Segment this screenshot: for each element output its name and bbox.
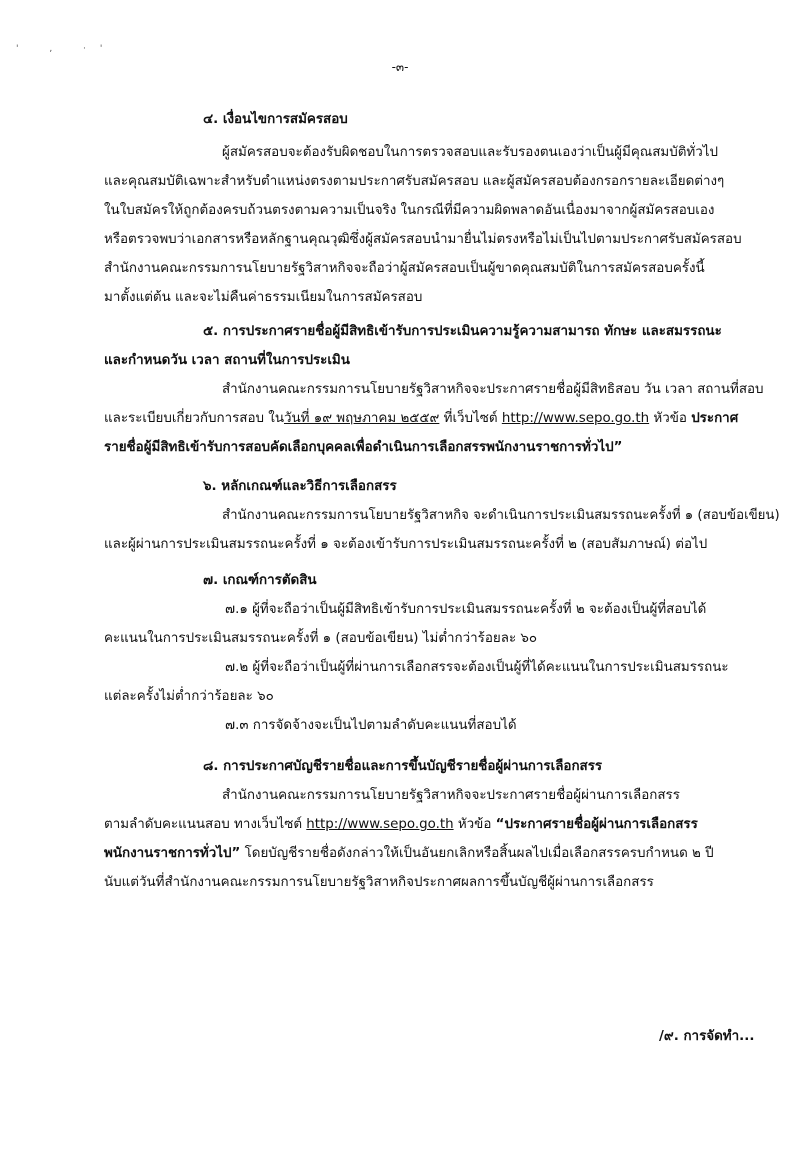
- section-5-line-1: สำนักงานคณะกรรมการนโยบายรัฐวิสาหกิจจะประกาศรายชื่อผู้มีสิทธิสอบ วัน เวลา สถานที่สอบ: [222, 382, 764, 397]
- section-6-heading: ๖. หลักเกณฑ์และวิธีการเลือกสรร: [203, 479, 397, 494]
- section-8-line-2-text-a: ตามลำดับคะแนนสอบ ทางเว็บไซต์: [104, 817, 307, 832]
- section-4-line-6: มาตั้งแต่ต้น และจะไม่คืนค่าธรรมเนียมในการสมัครสอบ: [104, 290, 423, 305]
- section-4-line-1: ผู้สมัครสอบจะต้องรับผิดชอบในการตรวจสอบและรับรองตนเองว่าเป็นผู้มีคุณสมบัติทั่วไป: [222, 145, 718, 160]
- section-6-line-1: สำนักงานคณะกรรมการนโยบายรัฐวิสาหกิจ จะดำเนินการประเมินสมรรถนะครั้งที่ ๑ (สอบข้อเขียน): [222, 508, 780, 523]
- section-7-1-line-2: คะแนนในการประเมินสมรรถนะครั้งที่ ๑ (สอบข้อเขียน) ไม่ต่ำกว่าร้อยละ ๖๐: [104, 631, 538, 646]
- section-8-topic-start: “ประกาศรายชื่อผู้ผ่านการเลือกสรร: [495, 817, 698, 832]
- section-4-line-2: และคุณสมบัติเฉพาะสำหรับตำแหน่งตรงตามประกาศรับสมัครสอบ และผู้สมัครสอบต้องกรอกรายละเอียดต่างๆ: [104, 174, 725, 189]
- section-6-line-2: และผู้ผ่านการประเมินสมรรถนะครั้งที่ ๑ จะต้องเข้ารับการประเมินสมรรถนะครั้งที่ ๒ (สอบสัมภาษณ์) ต่อไป: [104, 537, 708, 552]
- section-8-line-4: นับแต่วันที่สำนักงานคณะกรรมการนโยบายรัฐวิสาหกิจประกาศผลการขึ้นบัญชีผู้ผ่านการเลือกสรร: [104, 875, 654, 890]
- scan-specks: ' , ·': [16, 44, 117, 54]
- section-8-heading: ๘. การประกาศบัญชีรายชื่อและการขึ้นบัญชีรายชื่อผู้ผ่านการเลือกสรร: [203, 759, 603, 774]
- section-8-line-3-text: โดยบัญชีรายชื่อดังกล่าวให้เป็นอันยกเลิกหรือสิ้นผลไปเมื่อเลือกสรรครบกำหนด ๒ ปี: [240, 846, 714, 861]
- section-4-line-4: หรือตรวจพบว่าเอกสารหรือหลักฐานคุณวุฒิซึ่งผู้สมัครสอบนำมายื่นไม่ตรงหรือไม่เป็นไปตามประกาศรับสมัครสอบ: [104, 232, 742, 247]
- section-7-heading: ๗. เกณฑ์การตัดสิน: [203, 573, 317, 588]
- section-4-heading: ๔. เงื่อนไขการสมัครสอบ: [203, 112, 348, 127]
- section-7-2-line-2: แต่ละครั้งไม่ต่ำกว่าร้อยละ ๖๐: [104, 689, 274, 704]
- section-7-2-line-1: ๗.๒ ผู้ที่จะถือว่าเป็นผู้ที่ผ่านการเลือกสรรจะต้องเป็นผู้ที่ได้คะแนนในการประเมินสมรรถนะ: [225, 660, 729, 675]
- section-5-line-2: [104, 410, 738, 428]
- section-7-1-line-1: ๗.๑ ผู้ที่จะถือว่าเป็นผู้มีสิทธิเข้ารับการประเมินสมรรถนะครั้งที่ ๒ จะต้องเป็นผู้ที่สอบได้: [225, 602, 707, 617]
- section-7-3: ๗.๓ การจัดจ้างจะเป็นไปตามลำดับคะแนนที่สอบได้: [225, 718, 517, 733]
- section-5-heading-line-1: ๕. การประกาศรายชื่อผู้มีสิทธิเข้ารับการประเมินความรู้ความสามารถ ทักษะ และสมรรถนะ: [203, 324, 722, 339]
- next-page-continuation: /๙. การจัดทำ...: [659, 1029, 755, 1044]
- sepo-website-link-2[interactable]: http://www.sepo.go.th: [306, 817, 454, 832]
- section-8-line-2: [104, 816, 698, 834]
- section-4-line-5: สำนักงานคณะกรรมการนโยบายรัฐวิสาหกิจจะถือว่าผู้สมัครสอบเป็นผู้ขาดคุณสมบัติในการสมัครสอบครั้งนี้: [104, 261, 705, 276]
- sepo-website-link[interactable]: http://www.sepo.go.th: [501, 411, 650, 426]
- section-5-topic-start: ประกาศ: [691, 411, 739, 426]
- section-5-line-2-text-a: และระเบียบเกี่ยวกับการสอบ ใน: [104, 411, 284, 426]
- section-8-line-1: สำนักงานคณะกรรมการนโยบายรัฐวิสาหกิจจะประกาศรายชื่อผู้ผ่านการเลือกสรร: [222, 788, 680, 803]
- section-4-line-3: ในใบสมัครให้ถูกต้องครบถ้วนตรงตามความเป็นจริง ในกรณีที่มีความผิดพลาดอันเนื่องมาจากผู้สมัครสอบเอง: [104, 203, 715, 218]
- section-8-topic-end: พนักงานราชการทั่วไป”: [104, 846, 241, 861]
- section-5-line-2-text-b: ที่เว็บไซต์: [439, 411, 502, 426]
- section-8-line-2-text-b: หัวข้อ: [453, 817, 496, 832]
- section-8-line-3: [104, 845, 714, 863]
- section-5-line-2-text-c: หัวข้อ: [649, 411, 692, 426]
- page-number: -๓-: [391, 60, 409, 74]
- section-5-line-3: รายชื่อผู้มีสิทธิเข้ารับการสอบคัดเลือกบุคคลเพื่อดำเนินการเลือกสรรพนักงานราชการทั่วไป”: [104, 440, 623, 455]
- announcement-date: วันที่ ๑๙ พฤษภาคม ๒๕๕๙: [283, 411, 440, 426]
- section-5-heading-line-2: และกำหนดวัน เวลา สถานที่ในการประเมิน: [104, 353, 350, 368]
